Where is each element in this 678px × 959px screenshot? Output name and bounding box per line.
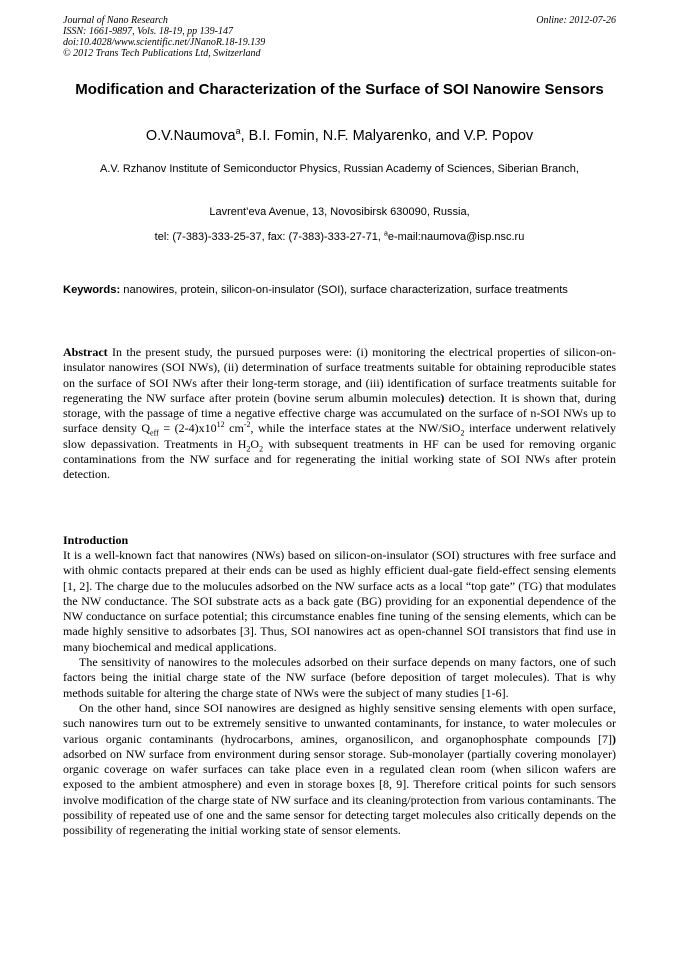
abstract-superscript: -2: [243, 420, 251, 430]
copyright-line: © 2012 Trans Tech Publications Ltd, Switzerland: [63, 48, 261, 59]
online-date: Online: 2012-07-26: [536, 15, 616, 26]
affiliation-contact: [63, 230, 616, 245]
contact-email: e-mail:naumova@isp.nsc.ru: [387, 231, 525, 243]
keywords-text: nanowires, protein, silicon-on-insulator (SOI), surface characterization, surface treatments: [120, 284, 568, 296]
abstract-text: = (2-4)x10: [158, 421, 217, 436]
affiliation-address: Lavrent’eva Avenue, 13, Novosibirsk 630090, Russia,: [209, 206, 470, 218]
abstract-subscript: 2: [246, 444, 251, 454]
introduction-body: [63, 548, 616, 839]
intro-paragraph-3-text: On the other hand, since SOI nanowires are designed as highly sensitive sensing elements with open surface, such nanowires turn out to be extremely sensitive to unwanted contaminants, for instance, to water molecules or various organic contaminants (hydrocarbons, amines, organosilicon, and organophosphate compounds [7]: [63, 700, 616, 746]
abstract-text: cm: [224, 421, 244, 436]
abstract: [63, 345, 616, 483]
author-list: [63, 127, 616, 145]
intro-paragraph-3-paren: ): [612, 731, 616, 746]
contact-superscript: a: [383, 230, 388, 238]
affiliation-institute: A.V. Rzhanov Institute of Semiconductor Physics, Russian Academy of Sciences, Siberian Branch,: [100, 163, 579, 175]
intro-paragraph-3-text: adsorbed on NW surface from environment during sensor storage. Sub-monolayer (partially covering monolayer) organic coverage on wafer surfaces can take place even in a regulated clean room (when silicon wafers are exposed to the ambient atmosphere) and even in storage boxes [8, 9]. Therefore critical points for such sensors involve modification of the charge state of NW surface and its cleaning/protection from various contaminants. The possibility of repeated use of one and the same sensor for detecting target molecules also critically depends on the possibility of regenerating the initial working state of sensor elements.: [63, 746, 616, 838]
intro-paragraph-2: The sensitivity of nanowires to the molecules adsorbed on their surface depends on many factors, one of such factors being the initial charge state of the NW surface (before deposition of target molecules). That is why methods suitable for altering the charge state of NWs were the subject of many studies [1-6].: [63, 655, 616, 700]
abstract-text: In the present study, the pursued purposes were: (i) monitoring the electrical properties of silicon-on-insulator nanowires (SOI NWs), (ii) determination of surface treatments suitable for obtaining reproducible states on the surface of SOI NWs after their long-term storage, and (iii) identification of surface treatments suitable for regenerating the NW surface after protein (bovine serum albumin molecules: [63, 345, 616, 405]
author-first: O.V.Naumova: [145, 128, 236, 144]
intro-paragraph-3: [63, 701, 616, 839]
author-superscript: a: [235, 126, 241, 137]
abstract-text: , while the interface states at the NW/SiO: [250, 421, 461, 436]
journal-header: [63, 15, 616, 59]
journal-name: Journal of Nano Research: [63, 15, 168, 26]
abstract-superscript: 12: [216, 420, 225, 430]
author-others: , B.I. Fomin, N.F. Malyarenko, and V.P. Popov: [240, 128, 534, 144]
abstract-text: O: [250, 436, 260, 451]
keywords: [63, 282, 616, 299]
abstract-text: interface underwent relatively slow depassivation. Treatments in H: [63, 421, 616, 451]
abstract-paren: ): [440, 390, 445, 405]
abstract-text: detection. It is shown that, during storage, with the passage of time a negative effective charge was accumulated on the surface of n-SOI NWs up to surface density Q: [63, 390, 616, 436]
abstract-subscript: eff: [150, 428, 159, 438]
paper-title: Modification and Characterization of the Surface of SOI Nanowire Sensors: [75, 81, 604, 98]
abstract-subscript: 2: [259, 444, 264, 454]
issn-line: ISSN: 1661-9897, Vols. 18-19, pp 139-147: [63, 26, 233, 37]
section-heading-introduction: Introduction: [63, 533, 129, 547]
doi-line: doi:10.4028/www.scientific.net/JNanoR.18-19.139: [63, 37, 266, 48]
abstract-text: with subsequent treatments in HF can be used for removing organic contaminations from the NW surface and for regenerating the initial working state of SOI NWs after protein detection.: [63, 436, 616, 482]
intro-paragraph-1: It is a well-known fact that nanowires (NWs) based on silicon-on-insulator (SOI) structures with free surface and with ohmic contacts prepared at their ends can be used as highly efficient dual-gate field-effect sensing elements [1, 2]. The charge due to the molucules adsorbed on the NW surface acts as a local “top gate” (TG) that modulates the NW conductance. The SOI substrate acts as a back gate (BG) providing for an exponential dependence of the NW conductance on surface potential; this circumstance enables fine tuning of the sensing elements, which can be made highly sensitive to adsorbates [3]. Thus, SOI nanowires act as open-channel SOI transistors that find use in many biochemical and medical applications.: [63, 548, 616, 654]
contact-phone-fax: tel: (7-383)-333-25-37, fax: (7-383)-333-27-71,: [154, 231, 384, 243]
keywords-label: Keywords:: [63, 284, 121, 296]
abstract-label: Abstract: [63, 345, 108, 359]
abstract-subscript: 2: [460, 428, 465, 438]
